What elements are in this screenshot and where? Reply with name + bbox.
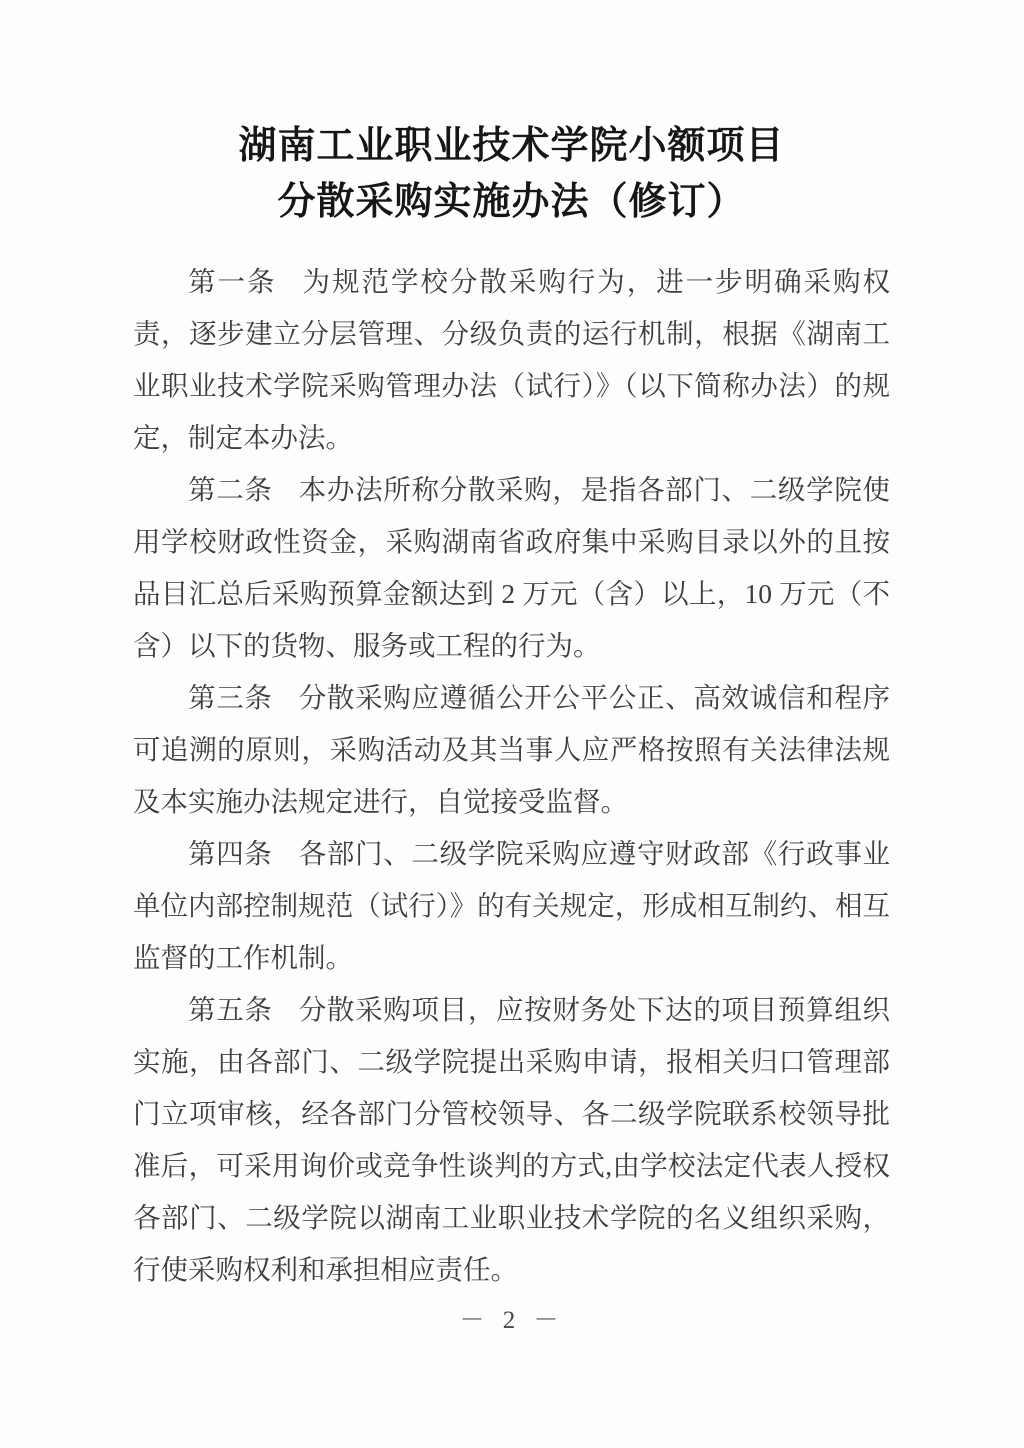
document-title-line-2: 分散采购实施办法（修订） (277, 181, 746, 223)
article-text-3: 分散采购应遵循公开公平公正、高效诚信和程序可追溯的原则，采购活动及其当事人应严格按照有关法律法规及本实施办法规定进行，自觉接受监督。 (133, 682, 891, 817)
article-term-4: 第四条 (188, 838, 273, 869)
article-text-5: 分散采购项目，应按财务处下达的项目预算组织实施，由各部门、二级学院提出采购申请，报相关归口管理部门立项审核，经各部门分管校领导、各二级学院联系校领导批准后，可采用询价或竞争性谈判的方式,由学校法定代表人授权各部门、二级学院以湖南工业职业技术学院的名义组织采购，行使采购权利和承担相应责任。 (133, 994, 891, 1285)
article-term-3: 第三条 (188, 682, 273, 713)
article-paragraph-1 (133, 256, 890, 464)
document-body (133, 256, 890, 1296)
article-text-1: 为规范学校分散采购行为，进一步明确采购权责，逐步建立分层管理、分级负责的运行机制，根据《湖南工业职业技术学院采购管理办法（试行）》（以下简称办法）的规定，制定本办法。 (133, 266, 891, 453)
article-term-1: 第一条 (188, 266, 277, 297)
article-text-2: 本办法所称分散采购，是指各部门、二级学院使用学校财政性资金，采购湖南省政府集中采购目录以外的且按品目汇总后采购预算金额达到 2 万元（含）以上，10 万元（不含）以下的货物、服务或工程的行为。 (133, 474, 891, 661)
article-term-5: 第五条 (188, 994, 273, 1025)
article-paragraph-5 (133, 984, 890, 1296)
document-title (133, 118, 890, 230)
article-paragraph-3 (133, 672, 890, 828)
article-text-4: 各部门、二级学院采购应遵守财政部《行政事业单位内部控制规范（试行）》的有关规定，形成相互制约、相互监督的工作机制。 (133, 838, 891, 973)
document-title-line-1: 湖南工业职业技术学院小额项目 (238, 125, 785, 167)
article-paragraph-2 (133, 464, 890, 672)
page-number: － 2 － (459, 1307, 565, 1334)
article-paragraph-4 (133, 828, 890, 984)
article-term-2: 第二条 (188, 474, 273, 505)
